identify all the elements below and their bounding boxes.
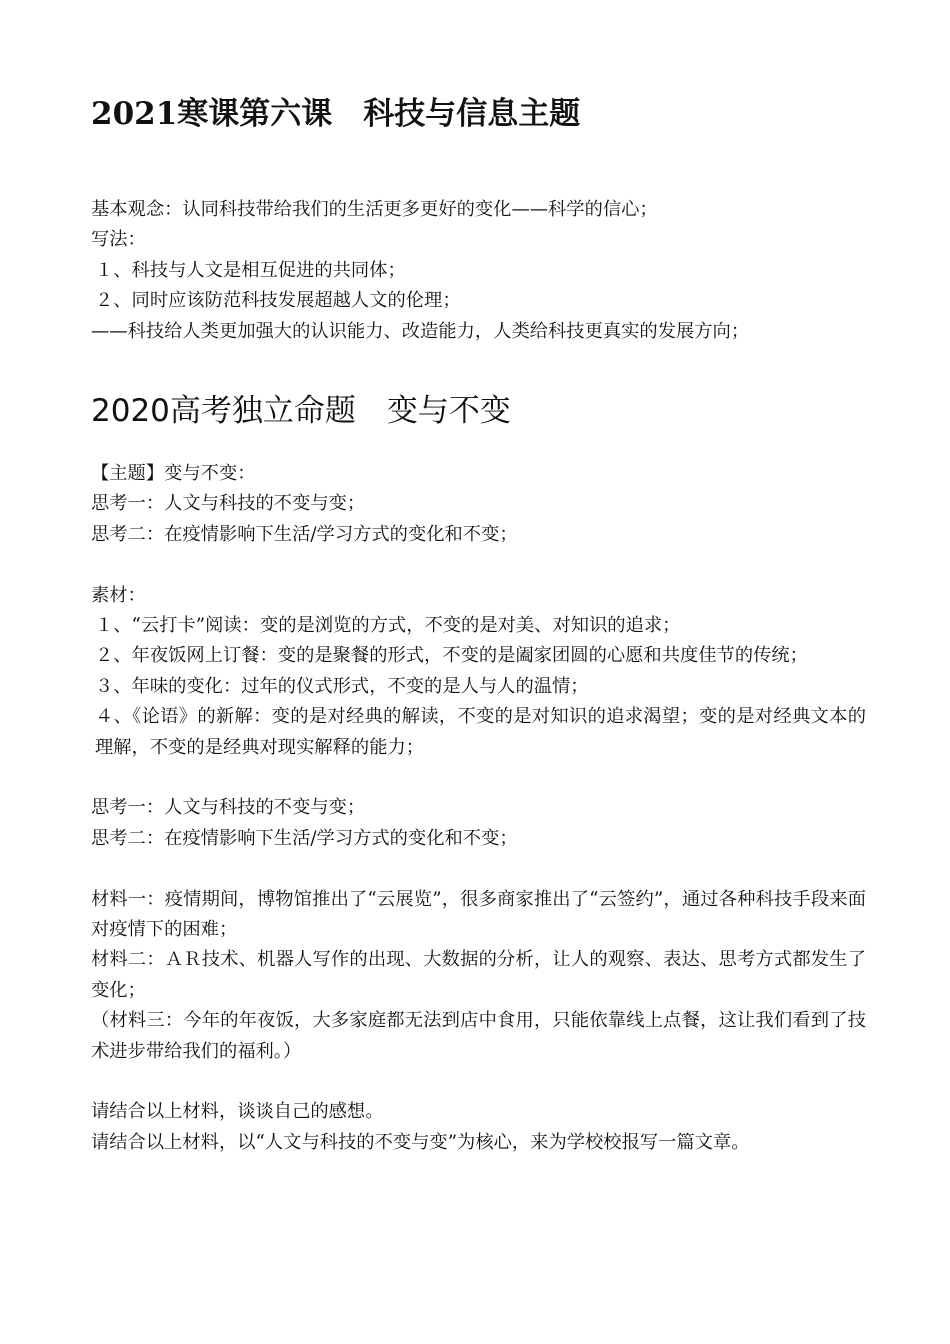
material-item-4: ４、《论语》的新解：变的是对经典的解读，不变的是对知识的追求渴望；变的是对经典文本的理解，不变的是经典对现实解释的能力； bbox=[95, 706, 866, 758]
prompt-2: 请结合以上材料，以“人文与科技的不变与变”为核心，来为学校校报写一篇文章。 bbox=[91, 1131, 750, 1153]
theme-heading: 【主题】变与不变： bbox=[91, 463, 256, 484]
spacer bbox=[91, 1067, 866, 1097]
material-item-2: ２、年夜饭网上订餐：变的是聚餐的形式，不变的是阖家团圆的心愿和共度佳节的传统； bbox=[95, 645, 808, 667]
materials-heading: 素材： bbox=[91, 584, 146, 606]
section2-title: 2020高考独立命题 变与不变 bbox=[91, 393, 511, 429]
section1-title: 2021寒课第六课 科技与信息主题 bbox=[91, 96, 581, 132]
spacer bbox=[91, 763, 866, 793]
section1-body bbox=[91, 195, 866, 347]
theme-think-2: 思考二：在疫情影响下生活/学习方式的变化和不变； bbox=[91, 523, 518, 545]
method-item-1: １、科技与人文是相互促进的共同体； bbox=[95, 259, 406, 281]
material-item-3: ３、年味的变化：过年的仪式形式，不变的是人与人的温情； bbox=[95, 675, 589, 697]
section2-body bbox=[91, 459, 866, 1158]
method-summary: ——科技给人类更加强大的认识能力、改造能力，人类给科技更真实的发展方向； bbox=[91, 320, 750, 342]
writing-method-label: 写法： bbox=[91, 229, 146, 251]
method-item-2: ２、同时应该防范科技发展超越人文的伦理； bbox=[95, 290, 461, 312]
prompt-1: 请结合以上材料，谈谈自己的感想。 bbox=[91, 1101, 384, 1123]
theme-think-1: 思考一：人文与科技的不变与变； bbox=[91, 493, 366, 515]
think-1: 思考一：人文与科技的不变与变； bbox=[91, 797, 366, 819]
source-material-2: 材料二：ＡＲ技术、机器人写作的出现、大数据的分析，让人的观察、表达、思考方式都发生了变化； bbox=[91, 949, 866, 1001]
think-2: 思考二：在疫情影响下生活/学习方式的变化和不变； bbox=[91, 827, 518, 849]
source-material-1: 材料一：疫情期间，博物馆推出了“云展览”，很多商家推出了“云签约”，通过各种科技手段来面对疫情下的困难； bbox=[91, 888, 866, 941]
spacer bbox=[91, 550, 866, 580]
spacer bbox=[91, 854, 866, 884]
basic-concept-line: 基本观念：认同科技带给我们的生活更多更好的变化——科学的信心； bbox=[91, 199, 658, 220]
material-item-1: １、“云打卡”阅读：变的是浏览的方式，不变的是对美、对知识的追求； bbox=[95, 615, 681, 637]
source-material-3: （材料三：今年的年夜饭，大多家庭都无法到店中食用，只能依靠线上点餐，这让我们看到了技术进步带给我们的福利。） bbox=[91, 1010, 866, 1062]
